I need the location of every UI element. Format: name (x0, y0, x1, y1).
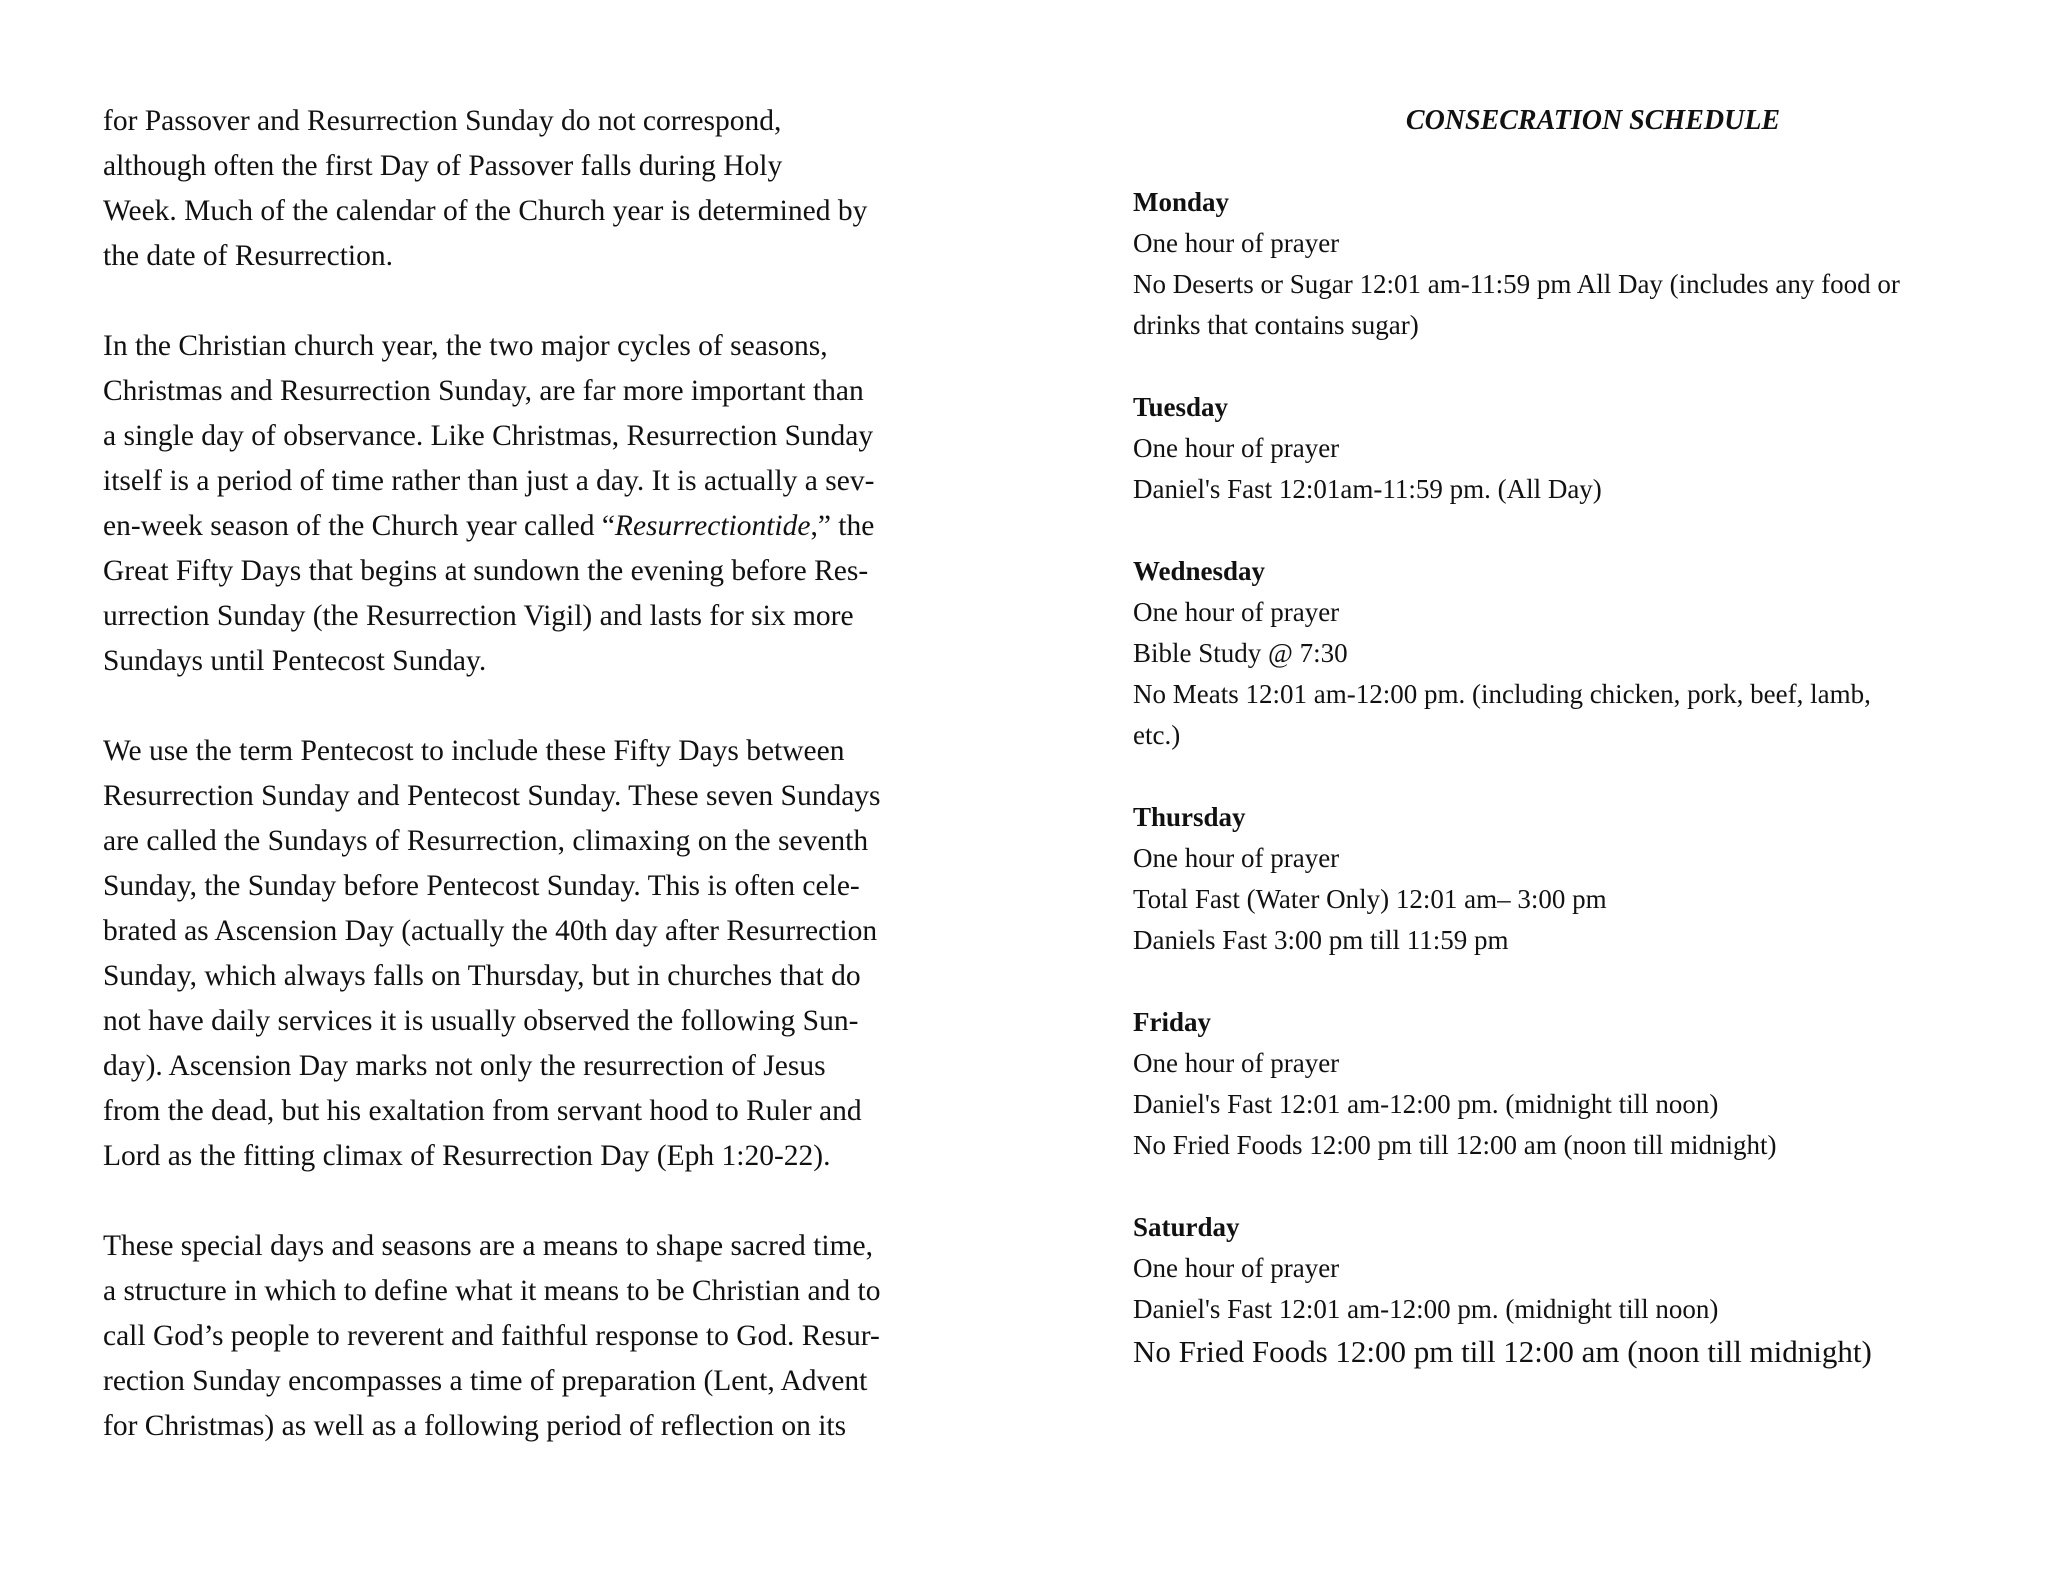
schedule-entry: One hour of prayer (1133, 843, 1340, 873)
day-name: Monday (1133, 187, 1230, 217)
text-line: We use the term Pentecost to include these Fifty Days between (103, 735, 845, 767)
schedule-entry: Daniels Fast 3:00 pm till 11:59 pm (1133, 925, 1509, 955)
paragraph-church-year (103, 324, 943, 684)
schedule-entry: No Fried Foods 12:00 pm till 12:00 am (noon till midnight) (1133, 1334, 1872, 1369)
text-line: These special days and seasons are a means to shape sacred time, (103, 1230, 873, 1262)
text-line: urrection Sunday (the Resurrection Vigil) and lasts for six more (103, 600, 854, 632)
schedule-entry: Daniel's Fast 12:01am-11:59 pm. (All Day) (1133, 474, 1602, 504)
schedule-entry: Total Fast (Water Only) 12:01 am– 3:00 pm (1133, 884, 1607, 914)
schedule-entry: One hour of prayer (1133, 433, 1340, 463)
schedule-entry: One hour of prayer (1133, 228, 1340, 258)
schedule-entry: No Meats 12:01 am-12:00 pm. (including chicken, pork, beef, lamb, (1133, 679, 1871, 709)
day-wednesday (1133, 551, 2013, 756)
text-line: a single day of observance. Like Christmas, Resurrection Sunday (103, 420, 874, 452)
text-line: itself is a period of time rather than just a day. It is actually a sev- (103, 465, 875, 497)
day-name: Saturday (1133, 1212, 1240, 1242)
text-line: In the Christian church year, the two major cycles of seasons, (103, 330, 828, 362)
text-line: Great Fifty Days that begins at sundown the evening before Res- (103, 555, 869, 587)
text-segment: en-week season of the Church year called “ (103, 510, 615, 542)
consecration-schedule (1133, 100, 2013, 1415)
schedule-entry: Bible Study @ 7:30 (1133, 638, 1348, 668)
schedule-entry: No Deserts or Sugar 12:01 am-11:59 pm All Day (includes any food or (1133, 269, 1900, 299)
schedule-entry: etc.) (1133, 720, 1181, 750)
text-line: for Christmas) as well as a following period of reflection on its (103, 1410, 847, 1442)
day-saturday (1133, 1207, 2013, 1374)
schedule-entry: No Fried Foods 12:00 pm till 12:00 am (noon till midnight) (1133, 1130, 1777, 1160)
text-line: day). Ascension Day marks not only the resurrection of Jesus (103, 1050, 826, 1082)
text-line: Sundays until Pentecost Sunday. (103, 645, 487, 677)
text-line: Week. Much of the calendar of the Church year is determined by (103, 195, 868, 227)
day-friday (1133, 1002, 2013, 1166)
day-name: Friday (1133, 1007, 1211, 1037)
text-line: Lord as the fitting climax of Resurrection Day (Eph 1:20-22). (103, 1140, 831, 1172)
day-tuesday (1133, 387, 2013, 510)
text-line: a structure in which to define what it means to be Christian and to (103, 1275, 881, 1307)
schedule-entry: One hour of prayer (1133, 1253, 1340, 1283)
day-name: Tuesday (1133, 392, 1229, 422)
schedule-entry: Daniel's Fast 12:01 am-12:00 pm. (midnight till noon) (1133, 1089, 1719, 1119)
text-line: from the dead, but his exaltation from servant hood to Ruler and (103, 1095, 862, 1127)
text-line-with-italic (103, 504, 943, 549)
day-name: Wednesday (1133, 556, 1266, 586)
schedule-entry: drinks that contains sugar) (1133, 310, 1419, 340)
schedule-entry: Daniel's Fast 12:01 am-12:00 pm. (midnight till noon) (1133, 1294, 1719, 1324)
text-line: brated as Ascension Day (actually the 40th day after Resurrection (103, 915, 878, 947)
text-line: the date of Resurrection. (103, 240, 393, 272)
text-line: Sunday, the Sunday before Pentecost Sunday. This is often cele- (103, 870, 860, 902)
day-monday (1133, 182, 2013, 346)
text-line: call God’s people to reverent and faithful response to God. Resur- (103, 1320, 880, 1352)
paragraph-special-days (103, 1224, 943, 1449)
schedule-entry: One hour of prayer (1133, 1048, 1340, 1078)
left-page-text (103, 99, 943, 1494)
day-name: Thursday (1133, 802, 1246, 832)
text-line: rection Sunday encompasses a time of preparation (Lent, Advent (103, 1365, 868, 1397)
text-segment: ,” the (810, 510, 875, 542)
paragraph-passover (103, 99, 943, 279)
italic-term: Resurrectiontide (614, 510, 811, 542)
text-line: not have daily services it is usually observed the following Sun- (103, 1005, 859, 1037)
text-line: although often the first Day of Passover falls during Holy (103, 150, 783, 182)
text-line: Christmas and Resurrection Sunday, are far more important than (103, 375, 864, 407)
text-line: Sunday, which always falls on Thursday, but in churches that do (103, 960, 861, 992)
paragraph-pentecost (103, 729, 943, 1179)
day-thursday (1133, 797, 2013, 961)
text-line: are called the Sundays of Resurrection, climaxing on the seventh (103, 825, 869, 857)
schedule-title: CONSECRATION SCHEDULE (1405, 105, 1781, 136)
text-line: for Passover and Resurrection Sunday do not correspond, (103, 105, 782, 137)
text-line: Resurrection Sunday and Pentecost Sunday. These seven Sundays (103, 780, 881, 812)
schedule-entry: One hour of prayer (1133, 597, 1340, 627)
